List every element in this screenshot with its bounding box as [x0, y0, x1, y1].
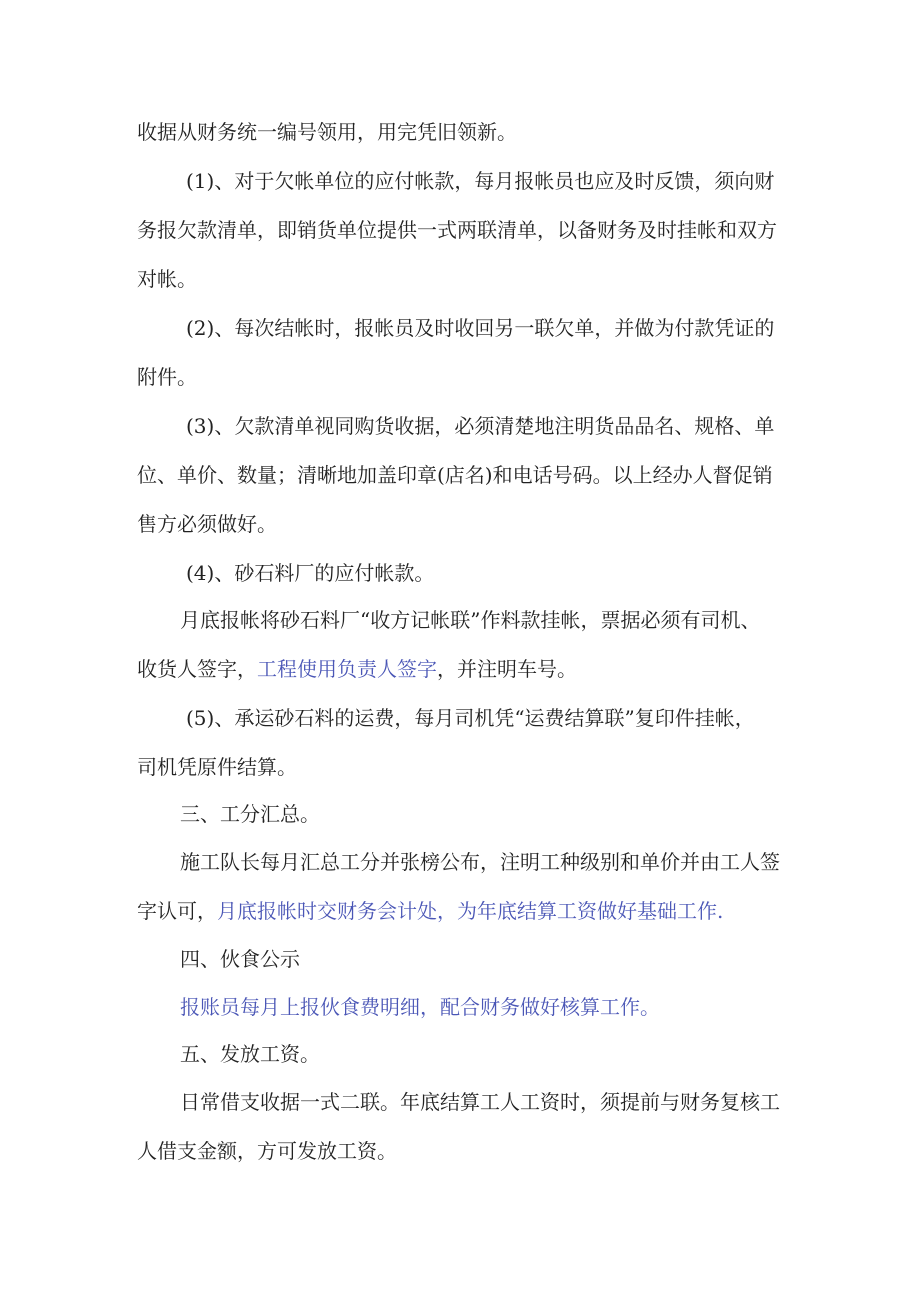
paragraph-line: 收据从财务统一编号领用，用完凭旧领新。 — [137, 120, 517, 144]
item-5-line-2: 司机凭原件结算。 — [137, 755, 297, 779]
paragraph-line-mixed — [137, 656, 577, 682]
paragraph-line-mixed — [137, 898, 723, 924]
section-heading: 三、工分汇总。 — [180, 802, 320, 826]
paragraph-line: 月底报帐将砂石料厂“收方记帐联”作料款挂帐，票据必须有司机、 — [180, 608, 761, 632]
highlight-paragraph: 报账员每月上报伙食费明细，配合财务做好核算工作。 — [180, 995, 660, 1019]
item-4-line-1: (4)、砂石料厂的应付帐款。 — [186, 561, 435, 585]
item-3-line-2: 位、单价、数量；清晰地加盖印章(店名)和电话号码。以上经办人督促销 — [137, 463, 773, 487]
text-segment: ，并注明车号。 — [437, 657, 577, 681]
item-2-line-2: 附件。 — [137, 365, 197, 389]
item-1-line-3: 对帐。 — [137, 267, 197, 291]
paragraph-line: 施工队长每月汇总工分并张榜公布，注明工种级别和单价并由工人签 — [180, 850, 780, 874]
item-3-line-1: (3)、欠款清单视同购货收据，必须清楚地注明货品品名、规格、单 — [186, 414, 775, 438]
item-3-line-3: 售方必须做好。 — [137, 512, 277, 536]
item-5-line-1: (5)、承运砂石料的运费，每月司机凭“运费结算联”复印件挂帐， — [186, 706, 755, 730]
paragraph-line: 人借支金额，方可发放工资。 — [137, 1139, 397, 1163]
section-heading: 五、发放工资。 — [180, 1042, 320, 1066]
item-1-line-1: (1)、对于欠帐单位的应付帐款，每月报帐员也应及时反馈，须向财 — [186, 169, 775, 193]
highlight-text: 月底报帐时交财务会计处，为年底结算工资做好基础工作. — [217, 899, 724, 923]
highlight-text: 工程使用负责人签字 — [257, 657, 437, 681]
paragraph-line: 日常借支收据一式二联。年底结算工人工资时，须提前与财务复核工 — [180, 1090, 780, 1114]
item-1-line-2: 务报欠款清单，即销货单位提供一式两联清单，以备财务及时挂帐和双方 — [137, 218, 777, 242]
item-2-line-1: (2)、每次结帐时，报帐员及时收回另一联欠单，并做为付款凭证的 — [186, 316, 775, 340]
text-segment: 收货人签字， — [137, 657, 257, 681]
text-segment: 字认可， — [137, 899, 217, 923]
section-heading: 四、伙食公示 — [180, 947, 300, 971]
